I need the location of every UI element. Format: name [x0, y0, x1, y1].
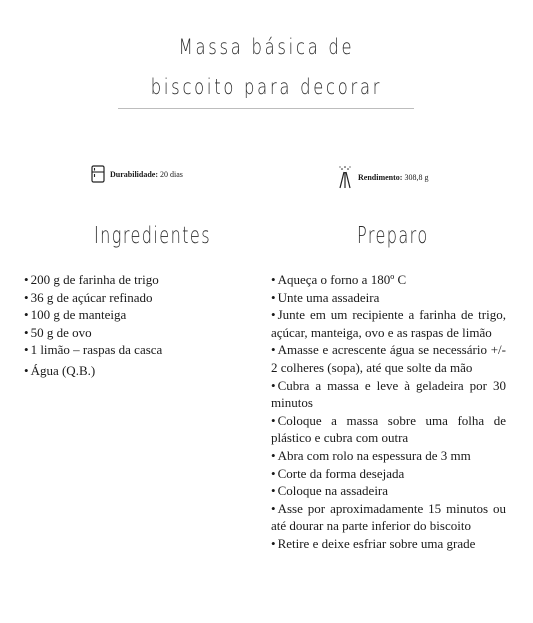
list-item: • Abra com rolo na espessura de 3 mm [271, 447, 471, 463]
preparation-heading: Preparo [357, 223, 429, 249]
title-divider [118, 108, 414, 109]
recipe-title-line-1: Massa básica de [178, 35, 355, 59]
durability-info [91, 165, 183, 183]
list-item: • Coloque a massa sobre uma folha de plástico e cubra com outra [271, 412, 506, 446]
list-item: • 1 limão – raspas da casca [24, 342, 163, 358]
yield-icon [336, 165, 354, 189]
list-item: • Aqueça o forno a 180º C [271, 272, 407, 287]
recipe-title-line-2: biscoito para decorar [150, 75, 383, 99]
list-item: • 100 g de manteiga [24, 307, 127, 323]
list-item: • Junte em um recipiente a farinha de trigo, açúcar, manteiga, ovo e as raspas de limão [271, 307, 506, 340]
list-item: • Unte uma assadeira [271, 289, 380, 305]
yield-label: Rendimento: [358, 172, 403, 182]
fridge-icon [91, 165, 105, 183]
ingredients-heading: Ingredientes [94, 223, 211, 249]
yield-info [336, 165, 428, 189]
ingredients-list [24, 271, 254, 380]
yield-value: 308,8 g [404, 172, 429, 182]
list-item: • Amasse e acrescente água se necessário +/- 2 colheres (sopa), até que solte da mão [271, 342, 506, 375]
list-item: • Água (Q.B.) [24, 362, 96, 378]
list-item: • Retire e deixe esfriar sobre uma grade [271, 535, 476, 551]
preparation-steps [271, 271, 506, 553]
durability-value: 20 dias [160, 169, 183, 179]
list-item: • 50 g de ovo [24, 324, 92, 340]
list-item: • 200 g de farinha de trigo [24, 272, 159, 287]
list-item: • Asse por aproximadamente 15 minutos ou até dourar na parte inferior do biscoito [271, 500, 506, 534]
list-item: • 36 g de açúcar refinado [24, 289, 153, 305]
list-item: • Coloque na assadeira [271, 483, 389, 499]
list-item: • Corte da forma desejada [271, 465, 405, 481]
list-item: • Cubra a massa e leve à geladeira por 30 minutos [271, 377, 506, 411]
durability-label: Durabilidade: [110, 169, 159, 179]
